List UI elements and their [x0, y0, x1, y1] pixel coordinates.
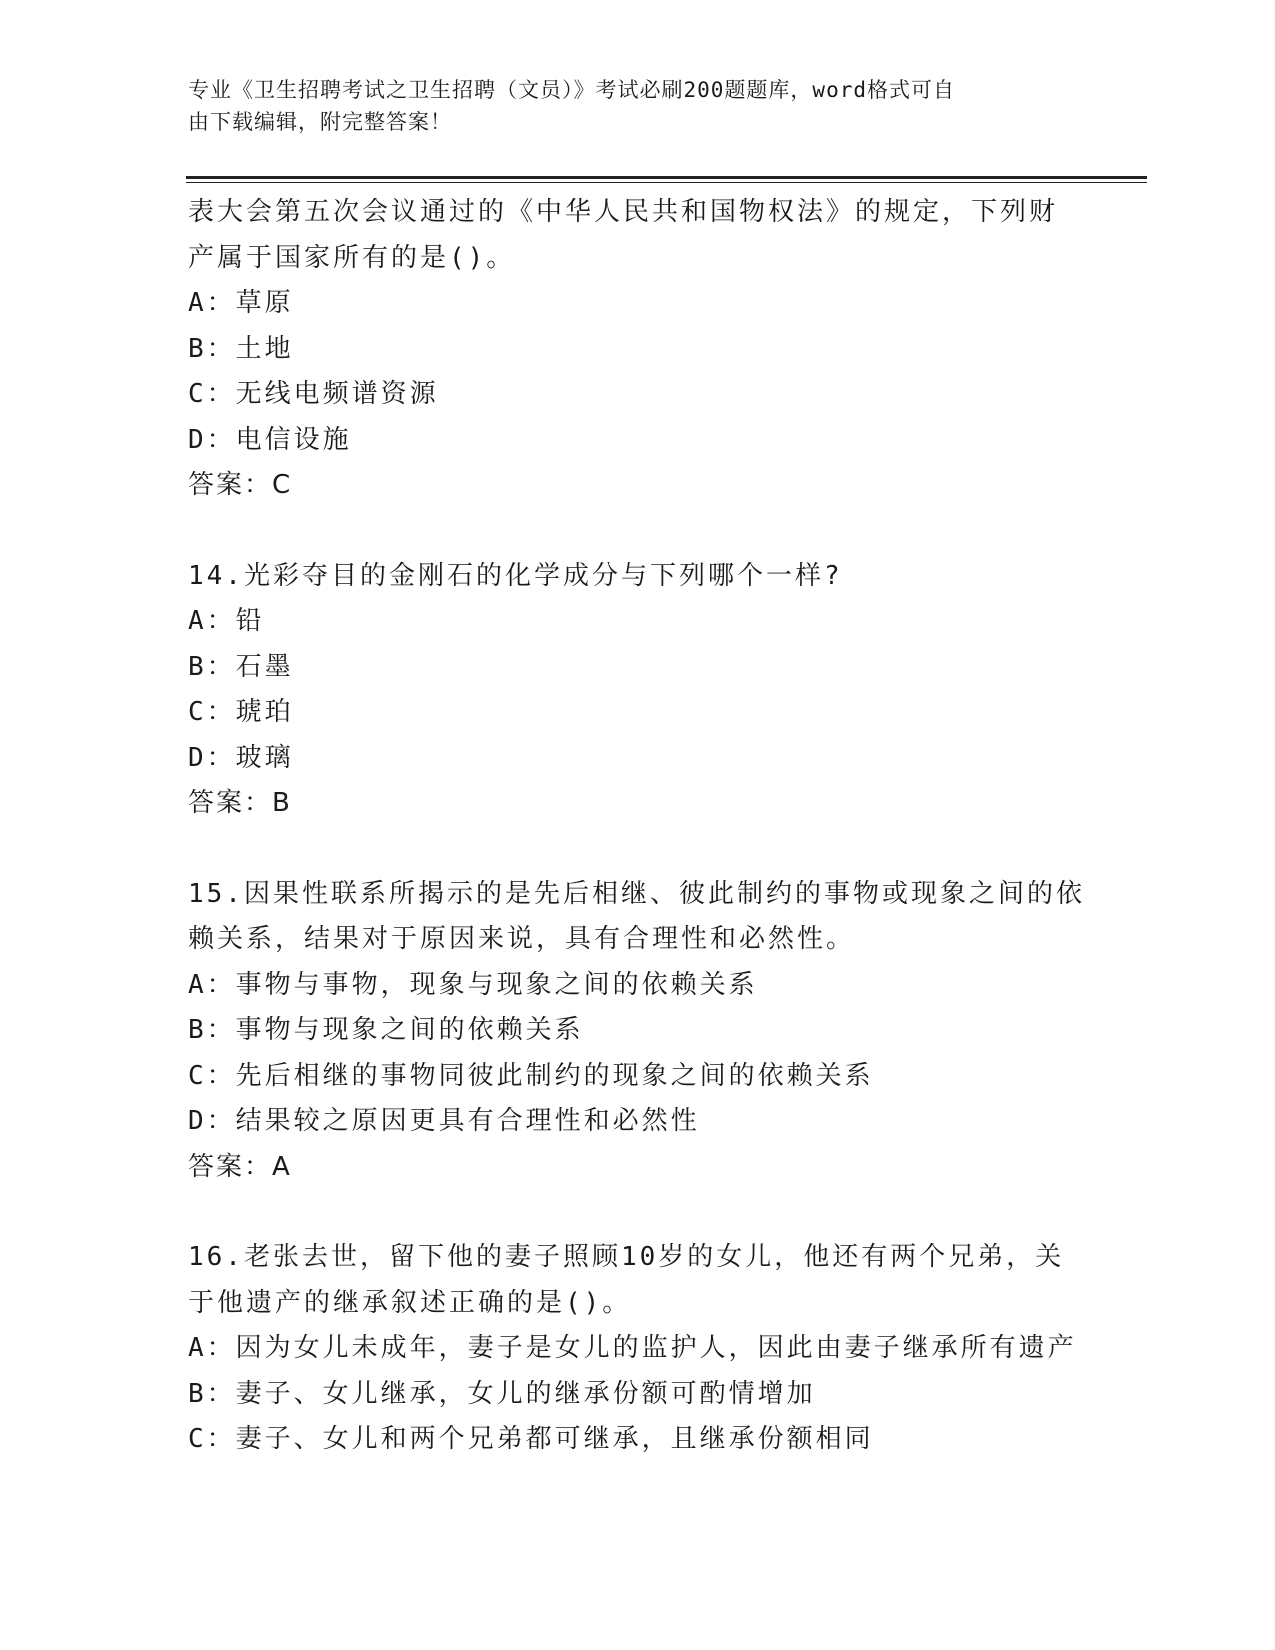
question-stem-line: 16.老张去世，留下他的妻子照顾10岁的女儿，他还有两个兄弟，关 — [188, 1242, 1065, 1272]
option-a: A：铅 — [188, 606, 265, 636]
option-a: A：因为女儿未成年，妻子是女儿的监护人，因此由妻子继承所有遗产 — [188, 1333, 1077, 1363]
option-d: D：结果较之原因更具有合理性和必然性 — [188, 1106, 700, 1136]
option-d: D：电信设施 — [188, 424, 352, 455]
header-line-2: 由下载编辑，附完整答案！ — [188, 110, 452, 134]
option-b: B：事物与现象之间的依赖关系 — [188, 1015, 584, 1045]
header-divider-thin — [186, 182, 1147, 183]
question-stem-line: 赖关系，结果对于原因来说，具有合理性和必然性。 — [188, 924, 856, 954]
question-item — [188, 1235, 1088, 1463]
option-c: C：妻子、女儿和两个兄弟都可继承，且继承份额相同 — [188, 1424, 874, 1454]
question-item — [188, 190, 1088, 509]
question-list — [188, 190, 1088, 1463]
option-c: C：琥珀 — [188, 697, 294, 727]
question-stem-line: 于他遗产的继承叙述正确的是()。 — [188, 1287, 632, 1318]
question-item — [188, 554, 1088, 827]
option-a: A：事物与事物，现象与现象之间的依赖关系 — [188, 969, 758, 1000]
option-a: A：草原 — [188, 288, 294, 318]
question-stem-line: 14.光彩夺目的金刚石的化学成分与下列哪个一样? — [188, 560, 843, 591]
option-c: C：无线电频谱资源 — [188, 379, 439, 409]
option-d: D：玻璃 — [188, 742, 294, 773]
answer-line: 答案：C — [188, 470, 293, 500]
question-stem-line: 15.因果性联系所揭示的是先后相继、彼此制约的事物或现象之间的依 — [188, 878, 1085, 909]
option-b: B：妻子、女儿继承，女儿的继承份额可酌情增加 — [188, 1378, 816, 1409]
option-c: C：先后相继的事物同彼此制约的现象之间的依赖关系 — [188, 1060, 874, 1091]
question-item — [188, 872, 1088, 1191]
document-header — [188, 74, 1068, 138]
answer-line: 答案：B — [188, 788, 292, 818]
option-b: B：石墨 — [188, 651, 294, 682]
option-b: B：土地 — [188, 333, 294, 364]
question-stem-line: 表大会第五次会议通过的《中华人民共和国物权法》的规定，下列财 — [188, 197, 1059, 227]
header-divider-thick — [186, 176, 1147, 179]
question-stem-line: 产属于国家所有的是()。 — [188, 242, 516, 273]
answer-line: 答案：A — [188, 1151, 292, 1182]
header-line-1: 专业《卫生招聘考试之卫生招聘（文员）》考试必刷200题题库，word格式可自 — [188, 78, 955, 102]
